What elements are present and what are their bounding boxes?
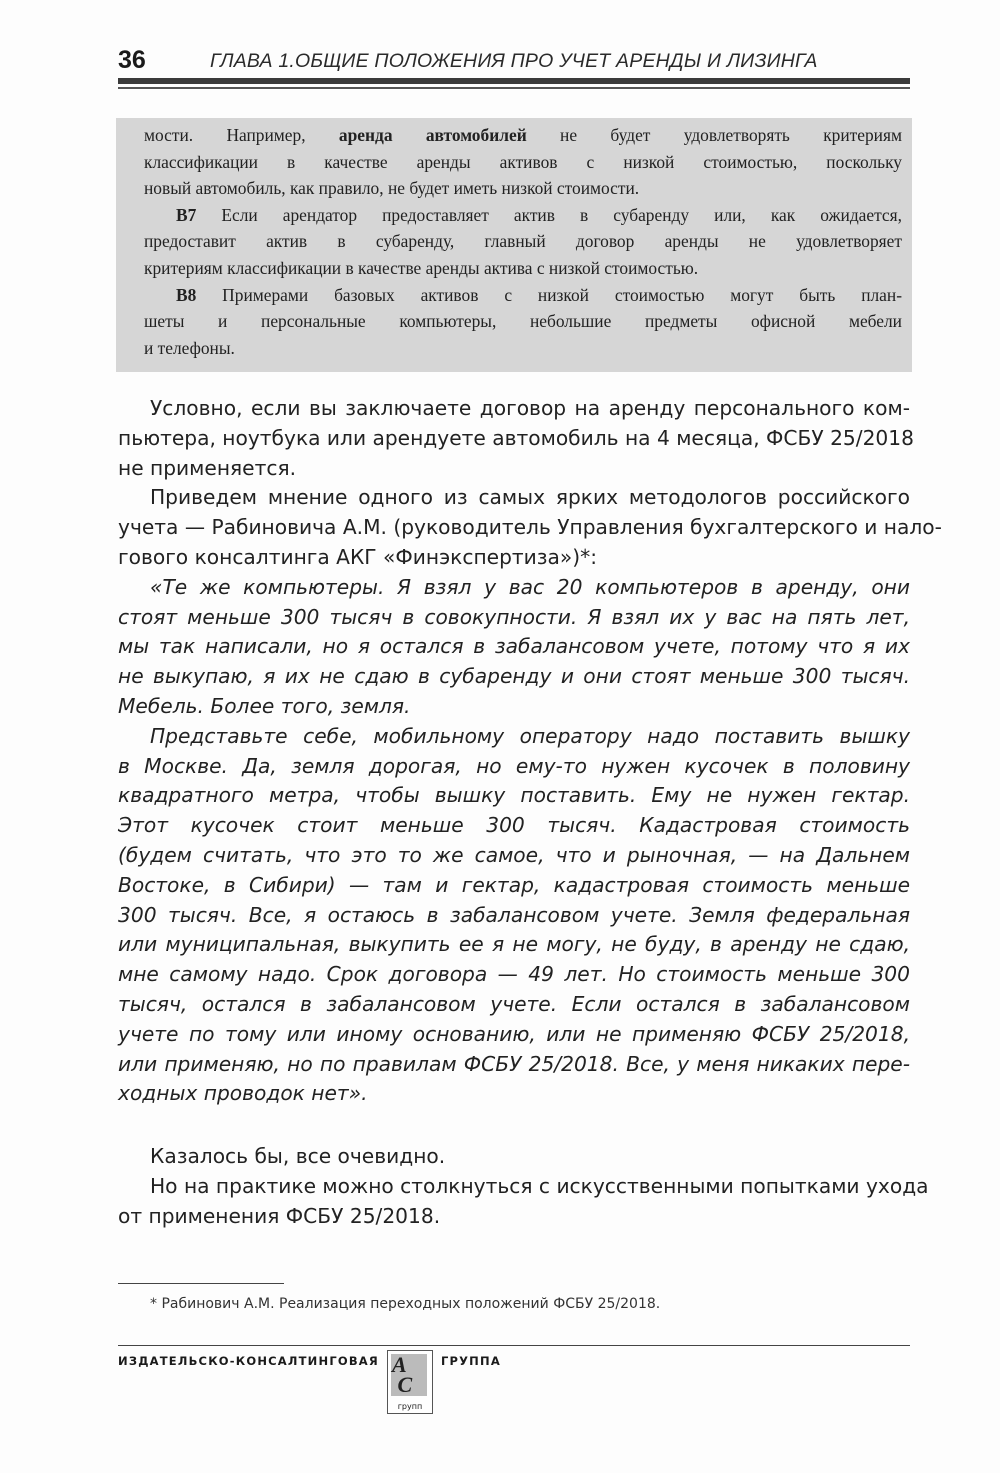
footer [118,1350,501,1414]
text-line: от применения ФСБУ 25/2018. [118,1203,441,1228]
standard-quote-box [116,118,912,372]
text-line: Условно, если вы заключаете договор на аренду персонального ком- [150,396,910,420]
text-line: в Москве. Да, земля дорогая, но ему-то нужен кусочек в половину [118,753,910,778]
body-text [118,394,942,1232]
text-line: не применяется. [118,455,297,480]
page-number: 36 [118,46,146,74]
text-line: или применяю, но по правилам ФСБУ 25/2018. Все, у меня никаких пере- [118,1051,910,1076]
chapter-title: ГЛАВА 1.ОБЩИЕ ПОЛОЖЕНИЯ ПРО УЧЕТ АРЕНДЫ И ЛИЗИНГА [210,50,818,72]
text-line: классификации в качестве аренды активов с низкой стоимостью, поскольку [144,151,902,172]
text-line: мы так написали, но я остался в забалансовом учете, потому что я их [118,634,910,659]
paragraph [118,722,910,1109]
header-rule-thin [118,87,910,89]
paragraph [118,1142,910,1172]
text-segment: не будет удовлетворять критериям [526,125,902,145]
text-line: учете по тому или иному основанию, или не применяю ФСБУ 25/2018, [118,1021,910,1046]
paragraph [144,282,902,362]
text-segment: Если арендатор предоставляет актив в субаренду или, как ожидается, [196,204,902,225]
text-segment: мости. Например, [144,125,339,145]
text-line: Но на практике можно столкнуться с искусственными попытками ухода [150,1173,929,1198]
text-line: пьютера, ноутбука или арендуете автомобиль на 4 месяца, ФСБУ 25/2018 [118,425,914,450]
footer-publisher-right: ГРУППА [440,1354,501,1368]
text-line: мне самому надо. Срок договора — 49 лет. Но стоимость меньше 300 [118,962,910,987]
text-line: новый автомобиль, как правило, не будет иметь низкой стоимости. [144,178,640,199]
text-line: Мебель. Более того, земля. [118,693,411,718]
text-line: гового консалтинга АКГ «Финэкспертиза»)*: [118,544,597,569]
bold-term: аренда автомобилей [338,125,527,145]
paragraph [144,202,902,282]
publisher-logo [387,1350,433,1414]
text-line: Казалось бы, все очевидно. [150,1144,446,1169]
text-line [144,202,902,229]
text-line: 300 тысяч. Все, я остаюсь в забалансовом учете. Земля федеральная [118,902,910,927]
text-line: шеты и персональные компьютеры, небольшие предметы офисной мебели [144,311,902,332]
paragraph [118,573,910,722]
text-line: и телефоны. [144,337,235,358]
paragraph [118,394,914,483]
text-line: Востоке, в Сибири) — там и гектар, кадастровая стоимость меньше [118,872,910,897]
footnote: * Рабинович А.М. Реализация переходных положений ФСБУ 25/2018. [150,1296,661,1312]
bold-term: В7 [176,204,197,225]
footnote-divider [118,1283,284,1284]
text-line: предоставит актив в субаренду, главный договор аренды не удовлетворяет [144,231,902,252]
text-line [144,282,902,309]
text-line: (будем считать, что это то же самое, что и рыночная, — на Дальнем [118,842,910,867]
footer-publisher-left: ИЗДАТЕЛЬСКО-КОНСАЛТИНГОВАЯ [118,1354,379,1368]
text-line: или муниципальная, выкупить ее я не могу, не буду, в аренду не сдаю, [118,932,910,957]
text-segment: Примерами базовых активов с низкой стоимостью могут быть план- [196,284,902,305]
paragraph [118,1172,929,1232]
logo-subtitle: групп [397,1402,423,1411]
text-line [144,122,902,149]
text-line: квадратного метра, чтобы вышку поставить. Ему не нужен гектар. [118,783,910,808]
text-line: «Те же компьютеры. Я взял у вас 20 компьютеров в аренду, они [150,574,910,599]
paragraph [118,483,942,572]
text-line: Приведем мнение одного из самых ярких методологов российского [150,485,910,510]
text-line: не выкупаю, я их не сдаю в субаренду и они стоят меньше 300 тысяч. [118,664,910,689]
text-line: тысяч, остался в забалансовом учете. Если остался в забалансовом [118,991,910,1016]
text-line: Этот кусочек стоит меньше 300 тысяч. Кадастровая стоимость [118,813,910,838]
header-rule [118,78,910,84]
paragraph [144,122,902,202]
bold-term: В8 [176,284,197,305]
text-line: критериям классификации в качестве аренды актива с низкой стоимостью. [144,257,699,278]
text-line: Представьте себе, мобильному оператору надо поставить вышку [150,723,910,748]
text-line: учета — Рабиновича А.М. (руководитель Управления бухгалтерского и нало- [118,515,942,540]
footer-rule [118,1345,910,1346]
logo-letters: А С [391,1352,413,1397]
text-line: ходных проводок нет». [118,1081,368,1106]
text-line: стоят меньше 300 тысяч в совокупности. Я взял их у вас на пять лет, [118,604,910,629]
